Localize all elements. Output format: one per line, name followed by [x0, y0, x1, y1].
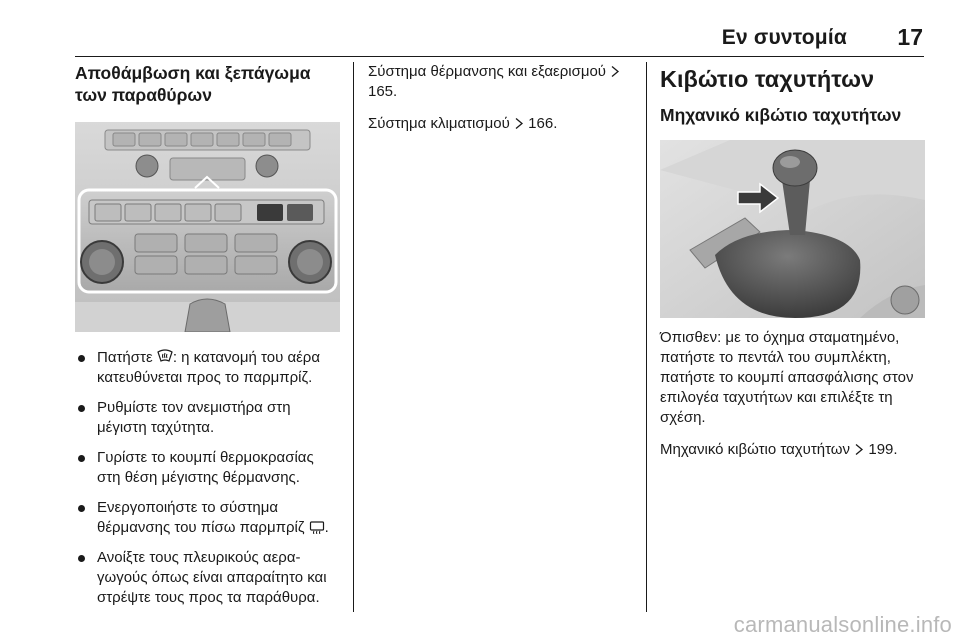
reference-page: 165.	[368, 83, 398, 100]
rear-window-heat-icon	[309, 520, 325, 534]
page-number: 17	[897, 24, 923, 50]
reference-arrow-icon	[610, 65, 620, 78]
defrost-heading: Αποθάμβωση και ξεπάγωμα των παραθύρων	[75, 63, 311, 105]
header-divider	[75, 56, 924, 57]
list-item-text: : η κατανομή του αέρα κατευθύνεται προς το παρμπρίζ.	[97, 349, 321, 386]
reverse-gear-instruction: Όπισθεν: με το όχημα σταματημένο, πατήστε το πεντάλ του συμπλέκτη, πατήστε το κουμπί απασφάλισης στον επιλογέα ταχυτήτων και επιλέξτε τη σχέση.	[660, 329, 914, 426]
defrost-steps	[75, 348, 340, 608]
reference-text: Σύστημα θέρμανσης και εξαερισμού	[368, 63, 611, 80]
list-item-text: Πατήστε	[97, 349, 157, 366]
column-defrost	[75, 62, 340, 618]
list-item-text: .	[324, 519, 329, 536]
watermark: carmanualsonline.info	[733, 612, 952, 637]
list-item	[75, 348, 340, 388]
windshield-defrost-icon	[157, 349, 173, 364]
column-references	[368, 62, 638, 146]
list-item: Ανοίξτε τους πλευρικούς αεραγωγούς όπως είναι απαραίτητο και στρέψτε τους προς τα παράθυρα.	[75, 548, 340, 608]
reference-arrow-icon	[854, 443, 864, 456]
reference-paragraph	[368, 62, 638, 102]
list-item: Ρυθμίστε τον ανεμιστήρα στη μέγιστη ταχύτητα.	[75, 398, 340, 438]
chapter-heading: Κιβώτιο ταχυτήτων	[660, 66, 875, 92]
climate-control-illustration	[75, 122, 340, 332]
reference-paragraph	[660, 440, 925, 460]
section-title: Εν συντομία	[721, 26, 847, 49]
list-item-text: Ενεργοποιήστε το σύστημα θέρμανσης του πίσω παρμπρίζ	[97, 499, 309, 536]
gearbox-subheading: Μηχανικό κιβώτιο ταχυτήτων	[660, 105, 902, 125]
reference-arrow-icon	[514, 117, 524, 130]
reference-text: Σύστημα κλιματισμού	[368, 115, 515, 132]
list-item	[75, 498, 340, 538]
gear-lever-illustration	[660, 140, 925, 318]
column-gearbox	[660, 62, 925, 472]
reference-page: 199.	[864, 441, 898, 458]
column-divider-1	[353, 62, 354, 612]
list-item: Γυρίστε το κουμπί θερμοκρασίας στη θέση μέγιστης θέρμανσης.	[75, 448, 340, 488]
column-divider-2	[646, 62, 647, 612]
reference-page: 166.	[524, 115, 558, 132]
reference-text: Μηχανικό κιβώτιο ταχυτήτων	[660, 441, 855, 458]
reference-paragraph	[368, 114, 638, 134]
